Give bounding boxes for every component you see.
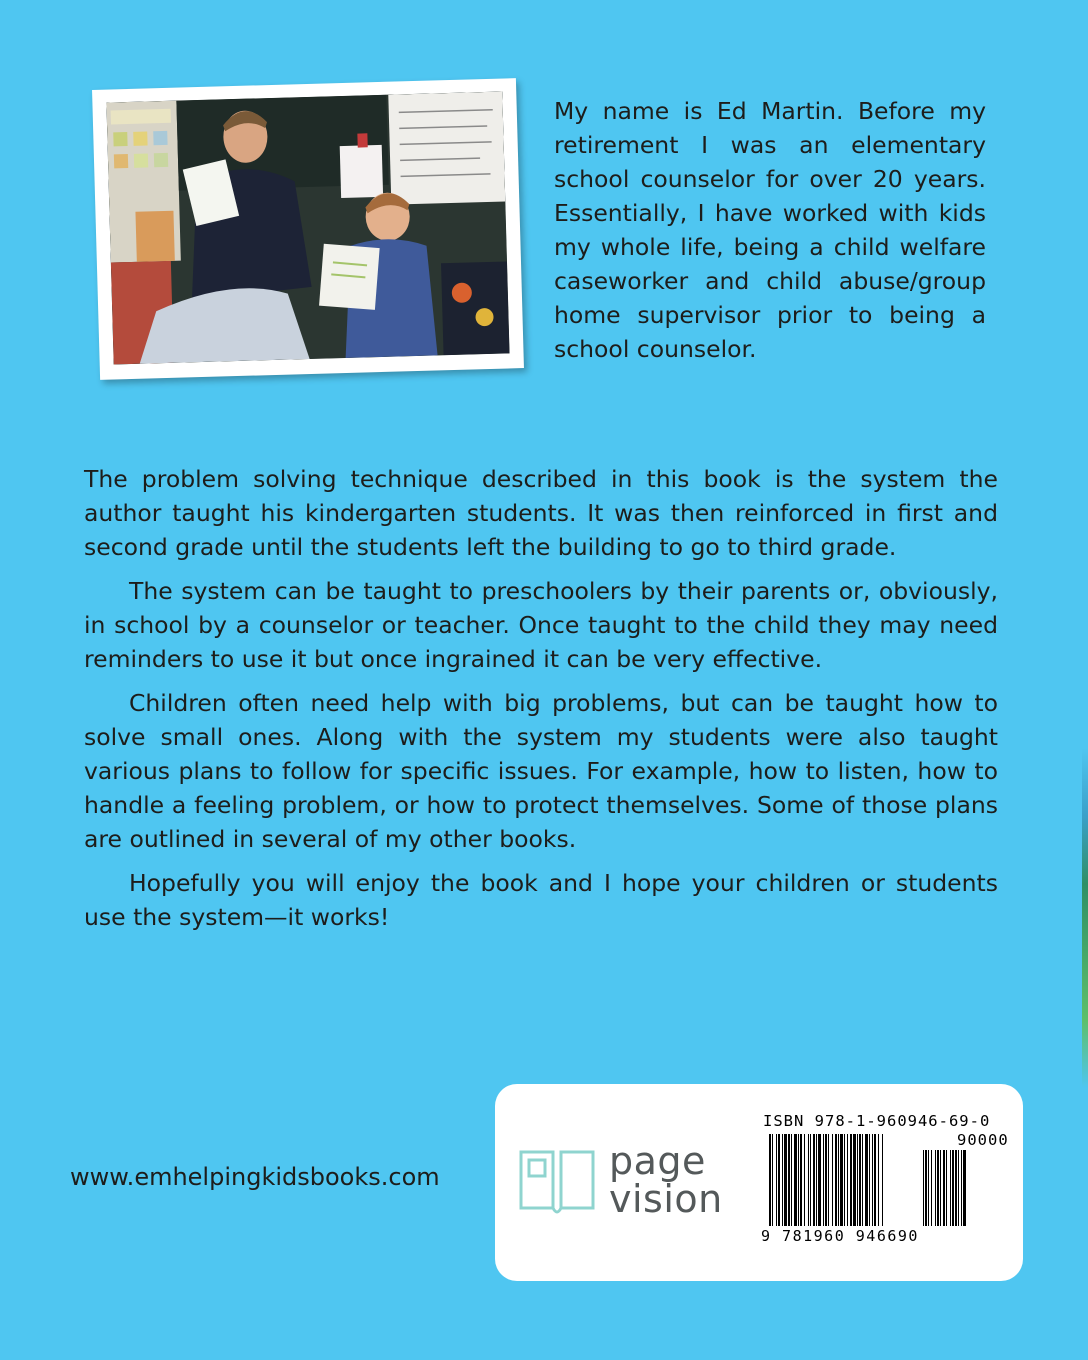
barcode-addon-bar bbox=[928, 1150, 929, 1226]
description-paragraph: The problem solving technique described in this book is the system the author taught his kindergarten students. It was then reinforced in first and second grade until the students left the building to go to third grade. bbox=[84, 465, 998, 561]
barcode-bar bbox=[847, 1134, 848, 1226]
barcode-addon-bar bbox=[963, 1150, 966, 1226]
barcode-bar bbox=[828, 1134, 829, 1226]
barcode-bar bbox=[872, 1134, 873, 1226]
description-paragraph: Hopefully you will enjoy the book and I hope your children or students use the system—it works! bbox=[84, 869, 998, 931]
barcode-bar bbox=[869, 1134, 870, 1226]
ean-digits: 9 781960 946690 bbox=[761, 1227, 919, 1245]
barcode-bar bbox=[823, 1134, 824, 1226]
barcode-bar bbox=[859, 1134, 861, 1226]
barcode-bar bbox=[844, 1134, 845, 1226]
barcode-addon-bar bbox=[925, 1150, 927, 1226]
barcode-bar bbox=[776, 1134, 777, 1226]
barcode-bar bbox=[818, 1134, 821, 1226]
barcode-bar bbox=[862, 1134, 863, 1226]
barcode-bar bbox=[835, 1134, 837, 1226]
open-book-logo-icon bbox=[517, 1146, 597, 1218]
barcode-bar bbox=[878, 1134, 879, 1226]
barcode-addon-bar bbox=[961, 1150, 962, 1226]
barcode-addon-bar bbox=[946, 1150, 947, 1226]
publisher-barcode-box bbox=[495, 1084, 1023, 1281]
barcode-bar bbox=[850, 1134, 852, 1226]
barcode-bar bbox=[865, 1134, 868, 1226]
barcode-bar bbox=[769, 1134, 771, 1226]
price-code: 90000 bbox=[957, 1131, 1009, 1149]
barcode-addon-bar bbox=[950, 1150, 951, 1226]
barcode-bar bbox=[788, 1134, 790, 1226]
barcode-bar bbox=[810, 1134, 811, 1226]
barcode-bar bbox=[778, 1134, 780, 1226]
barcode-bar bbox=[853, 1134, 856, 1226]
description-paragraph: The system can be taught to preschoolers by their parents or, obviously, in school by a counselor or teacher. Once taught to the child they may need reminders to use it but once ingrained it can be very effective. bbox=[84, 577, 998, 673]
barcode-addon-bar bbox=[923, 1150, 924, 1226]
barcode-bar bbox=[857, 1134, 858, 1226]
barcode-addon-bar bbox=[952, 1150, 954, 1226]
barcode-bar bbox=[825, 1134, 827, 1226]
barcode-bar bbox=[800, 1134, 802, 1226]
isbn-label: ISBN 978-1-960946-69-0 bbox=[763, 1112, 991, 1130]
spine-edge-strip bbox=[1082, 0, 1088, 1360]
barcode-bar bbox=[832, 1134, 833, 1226]
barcode-addon-bar bbox=[931, 1150, 932, 1226]
barcode-bar bbox=[813, 1134, 815, 1226]
publisher-name-line2: vision bbox=[609, 1177, 723, 1221]
barcode-addon-bar bbox=[935, 1150, 936, 1226]
barcode-bar bbox=[772, 1134, 773, 1226]
publisher-name-line1: page bbox=[609, 1139, 706, 1183]
barcode-addon-bar bbox=[940, 1150, 941, 1226]
barcode-bar bbox=[808, 1134, 809, 1226]
isbn-barcode bbox=[767, 1134, 993, 1234]
publisher-wordmark bbox=[609, 1139, 723, 1221]
author-bio: My name is Ed Martin. Before my retirement I was an elementary school counselor for over 20 years. Essentially, I have worked with kids my whole life, being a child welfare caseworker and child abuse/group home supervisor prior to being a school counselor. bbox=[554, 97, 986, 363]
barcode-bar bbox=[804, 1134, 805, 1226]
author-photo bbox=[106, 92, 509, 365]
barcode-bar bbox=[794, 1134, 797, 1226]
barcode-bar bbox=[798, 1134, 799, 1226]
barcode-bar bbox=[816, 1134, 817, 1226]
barcode-addon-bar bbox=[943, 1150, 945, 1226]
barcode-bar bbox=[782, 1134, 783, 1226]
barcode-bar bbox=[840, 1134, 843, 1226]
barcode-bar bbox=[874, 1134, 876, 1226]
book-description bbox=[84, 462, 998, 944]
description-paragraph: Children often need help with big problems, but can be taught how to solve small ones. Along with the system my students were also taught various plans to follow for specific issues. For example, how to listen, how to handle a feeling problem, or how to protect themselves. Some of those plans are outlined in several of my other books. bbox=[84, 689, 998, 853]
author-with-student-photo-icon bbox=[106, 92, 509, 365]
barcode-addon-bar bbox=[937, 1150, 939, 1226]
barcode-addon-bar bbox=[955, 1150, 957, 1226]
barcode-bar bbox=[882, 1134, 883, 1226]
barcode-addon-bar bbox=[958, 1150, 959, 1226]
barcode-bar bbox=[791, 1134, 792, 1226]
barcode-bar bbox=[784, 1134, 787, 1226]
website-url: www.emhelpingkidsbooks.com bbox=[70, 1163, 440, 1191]
author-photo-frame bbox=[92, 78, 524, 380]
barcode-bar bbox=[838, 1134, 839, 1226]
